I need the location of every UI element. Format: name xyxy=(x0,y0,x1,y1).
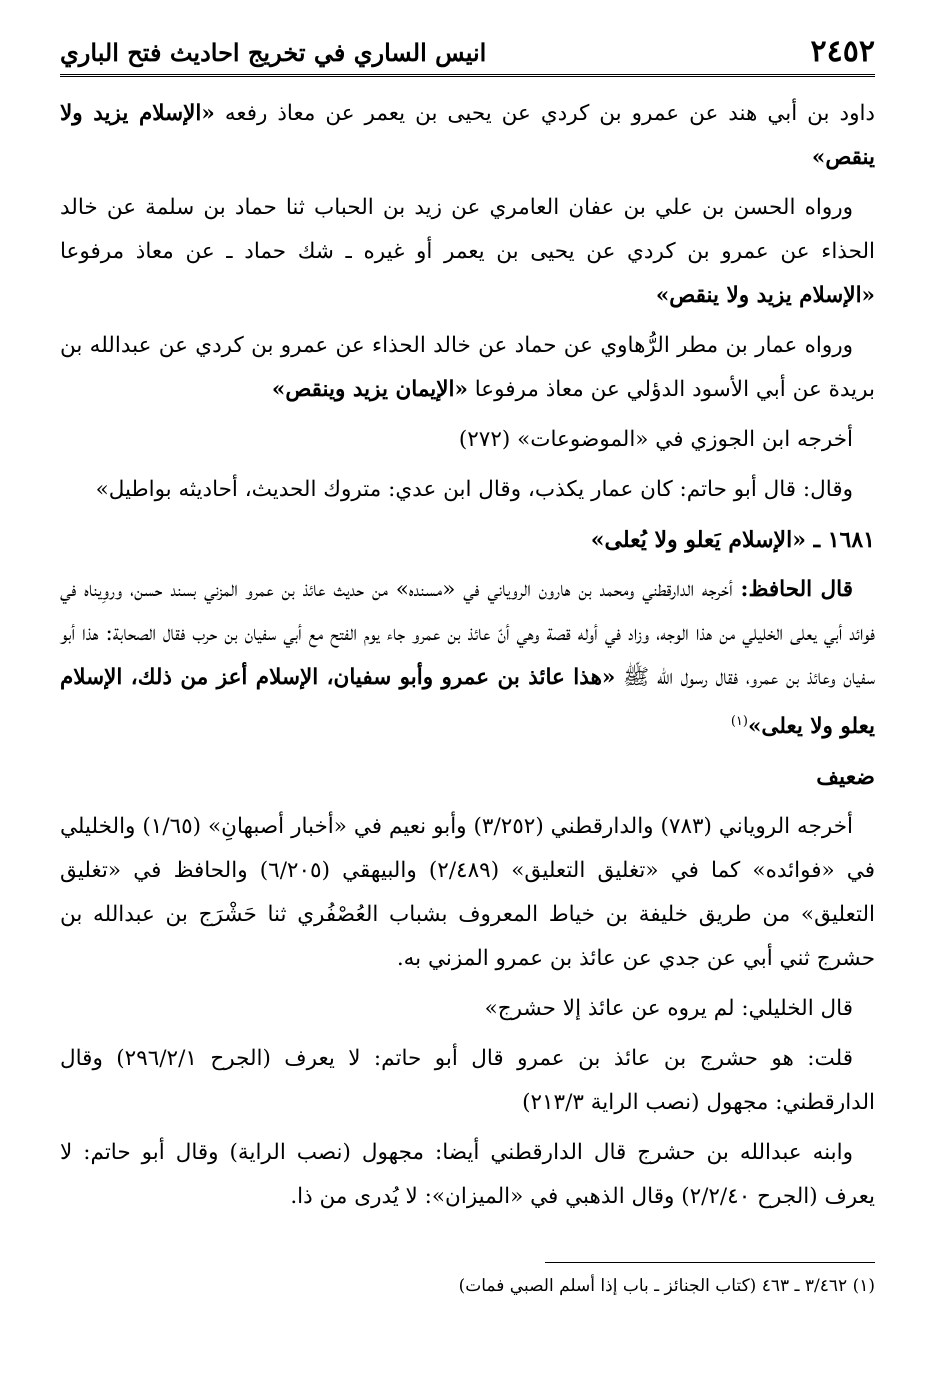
hafiz-label: قال الحافظ: xyxy=(740,577,853,602)
paragraph: قال الخليلي: لم يروه عن عائذ إلا حشرج» xyxy=(484,996,853,1022)
footnote-number: (١) xyxy=(852,1276,875,1296)
hadith-heading: ١٦٨١ ـ «الإسلام يَعلو ولا يُعلى» xyxy=(590,527,875,553)
page-header xyxy=(60,30,875,77)
paragraph: قلت: هو حشرج بن عائذ بن عمرو قال أبو حاتم: لا يعرف (الجرح ٢٩٦/٢/١) وقال الدارقطني: مجهول (نصب الراية ٢١٣/٣) xyxy=(60,1046,875,1116)
paragraph: وابنه عبدالله بن حشرج قال الدارقطني أيضا: مجهول (نصب الراية) وقال أبو حاتم: لا يعرف (الجرح ٢/٢/٤٠) وقال الذهبي في «الميزان»: لا يُدرى من ذا. xyxy=(60,1140,875,1210)
footnote-ref[interactable]: (١) xyxy=(730,714,748,729)
paragraph: ورواه الحسن بن علي بن عفان العامري عن زيد بن الحباب ثنا حماد بن سلمة عن خالد الحذاء عن عمرو بن كردي عن يحيى بن يعمر أو غيره ـ شك حماد ـ عن معاذ مرفوعا «الإسلام يزيد ولا ينقص» xyxy=(60,195,875,308)
footnote xyxy=(60,1272,875,1300)
hafiz-paragraph: قال الحافظ: أخرجه الدارقطني ومحمد بن هارون الروياني في «مسنده» من حديث عائذ بن عمرو المزني بسند حسن، وروِيناه في فوائد أبي يعلى الخليلي من هذا الوجه، وزاد في أوله قصة وهي أنّ عائذ بن عمرو جاء يوم الفتح مع أبي سفيان بن حرب فقال الصحابة: هذا أبو سفيان وعائذ بن عمرو، فقال رسول الله ﷺ «هذا عائذ بن عمرو وأبو سفيان، الإسلام أعز من ذلك، الإسلام يعلو ولا يعلى»$^{(١)}$ xyxy=(60,577,875,740)
paragraph: أخرجه ابن الجوزي في «الموضوعات» (٢٧٢) xyxy=(458,427,853,452)
paragraph: داود بن أبي هند عن عمرو بن كردي عن يحيى بن يعمر عن معاذ رفعه «الإسلام يزيد ولا ينقص» xyxy=(60,101,876,170)
footnote-divider xyxy=(545,1262,875,1263)
footnote-text: ٣/٤٦٢ ـ ٤٦٣ (كتاب الجنائز ـ باب إذا أسلم الصبي فمات) xyxy=(458,1276,848,1296)
grade-label: ضعيف xyxy=(816,764,875,791)
running-title: انيس الساري في تخريج احاديث فتح الباري xyxy=(60,38,487,67)
body-text xyxy=(60,92,875,1225)
paragraph: وقال: قال أبو حاتم: كان عمار يكذب، وقال ابن عدي: متروك الحديث، أحاديثه بواطيل» xyxy=(95,477,853,502)
paragraph: ورواه عمار بن مطر الرُّهاوي عن حماد عن خالد الحذاء عن عمرو بن كردي عن عبدالله بن بريدة عن أبي الأسود الدؤلي عن معاذ مرفوعا «الإيمان يزيد وينقص» xyxy=(60,333,875,402)
page-number: ٢٤٥٢ xyxy=(810,34,875,69)
paragraph: أخرجه الروياني (٧٨٣) والدارقطني (٣/٢٥٢) وأبو نعيم في «أخبار أصبهانِ» (١/٦٥) والخليلي في «فوائده» كما في «تغليق التعليق» (٢/٤٨٩) والبيهقي (٦/٢٠٥) والحافظ في «تغليق التعليق» من طريق خليفة بن خياط المعروف بشباب العُصْفُري ثنا حَشْرَج بن عبدالله بن حشرج ثني أبي عن جدي عن عائذ بن عمرو المزني به. xyxy=(60,814,875,972)
